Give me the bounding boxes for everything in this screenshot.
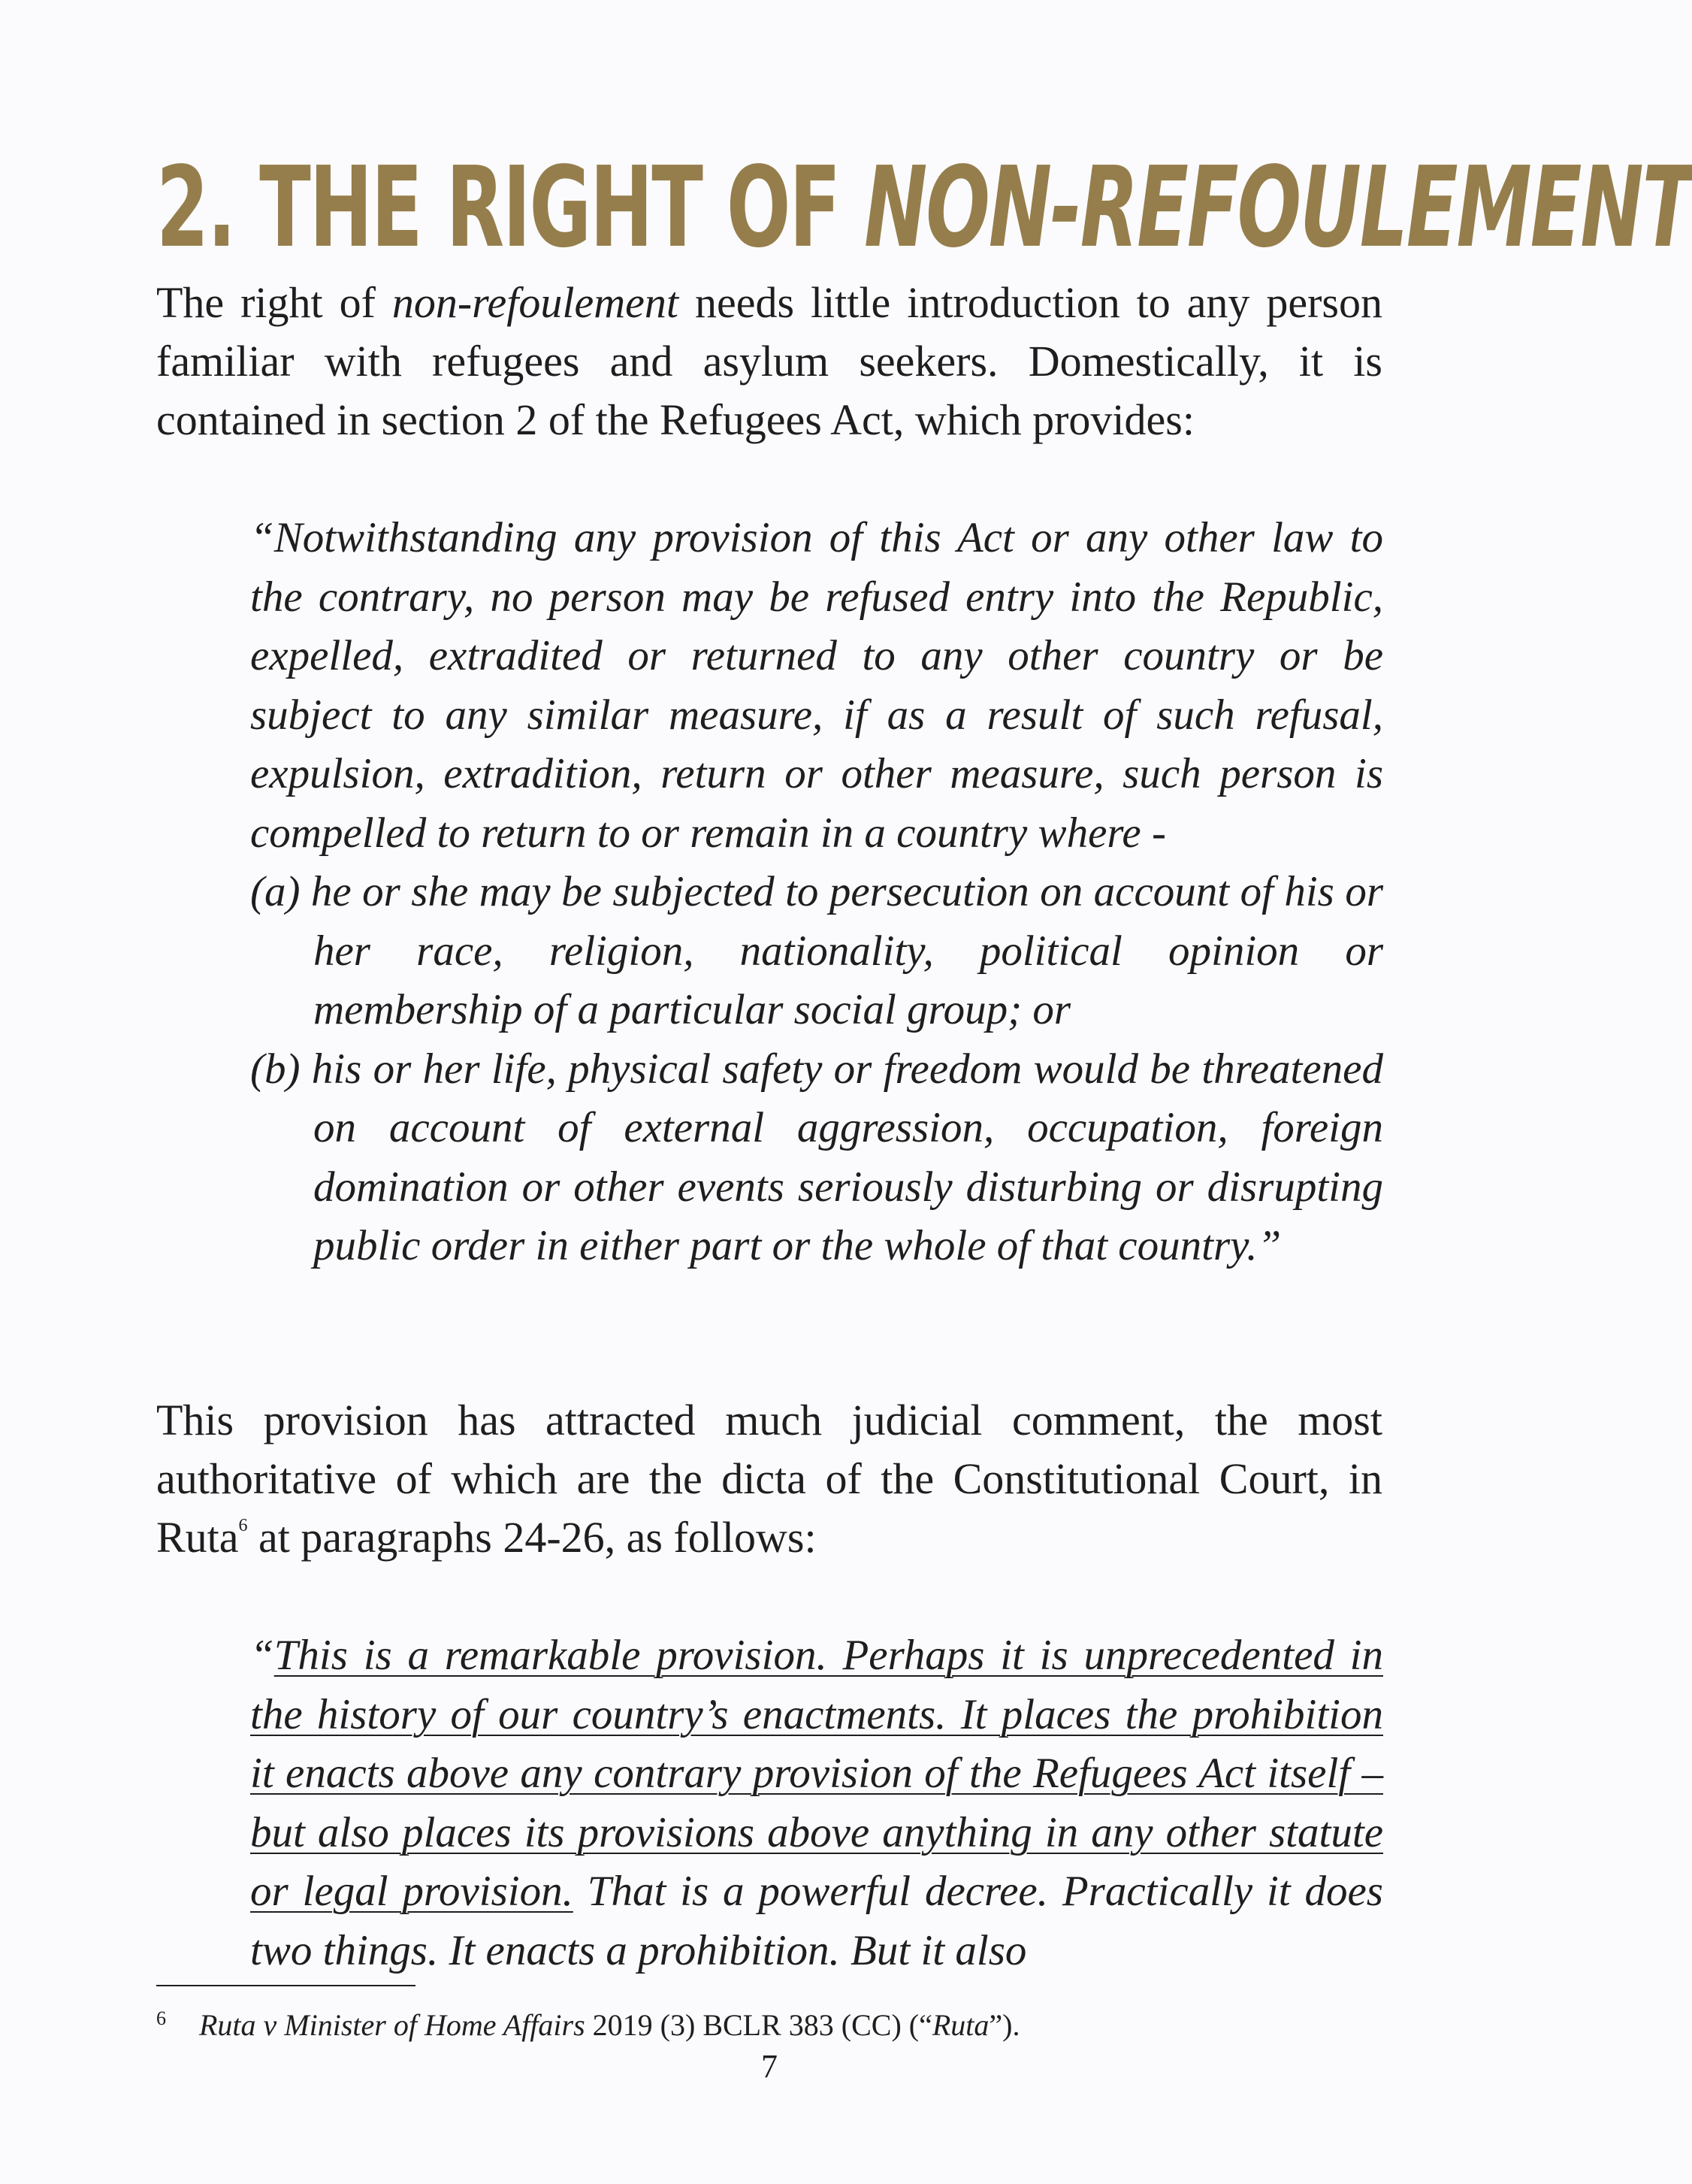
judicial-comment-paragraph bbox=[156, 1391, 1382, 1567]
court-quote-underlined: This is a remarkable provision. Perhaps it is unprecedented in the history of our country’s enactments. It places the prohibition it enacts above any contrary provision of the Refugees Act itself – but also places its provisions above anything in any other statute or legal provision. bbox=[250, 1632, 1383, 1915]
intro-text-rest: needs little introduction to any person familiar with refugees and asylum seekers. Domestically, it is contained in section 2 of the Refugees Act, which provides: bbox=[156, 278, 1382, 444]
footnote-case-name: Ruta v Minister of Home Affairs bbox=[199, 2008, 585, 2042]
footnote-short-name: Ruta bbox=[932, 2008, 990, 2042]
intro-italic-term: non-refoulement bbox=[391, 278, 679, 327]
footnote-number: 6 bbox=[156, 2007, 166, 2029]
court-quote-rest: That is a powerful decree. Practically it does two things. It enacts a prohibition. But it also bbox=[250, 1868, 1383, 1974]
judicial-text-start: This provision has attracted much judicial comment, the most authoritative of which are the dicta of the Constitutional Court, in Ruta bbox=[156, 1396, 1382, 1562]
footnote-end: ”). bbox=[989, 2008, 1020, 2042]
footnote-citation: 2019 (3) BCLR 383 (CC) (“ bbox=[585, 2008, 932, 2042]
intro-paragraph bbox=[156, 274, 1382, 449]
page-number: 7 bbox=[761, 2048, 778, 2085]
statute-item-b: (b) his or her life, physical safety or freedom would be threatened on account of external aggression, occupation, foreign domination or other events seriously disturbing or disrupting public order in either part or the whole of that country.” bbox=[250, 1045, 1383, 1269]
heading-italic-term: NON-REFOULEMENT bbox=[864, 143, 1692, 272]
statute-quote bbox=[250, 509, 1383, 1276]
intro-text-start: The right of bbox=[156, 278, 392, 327]
footnote-divider bbox=[156, 1985, 415, 1986]
heading-prefix: 2. THE RIGHT OF bbox=[156, 143, 865, 272]
court-quote bbox=[250, 1626, 1383, 1980]
statute-quote-lead: “Notwithstanding any provision of this Act or any other law to the contrary, no person may be refused entry into the Republic, expelled, extradited or returned to any other country or be subject to any similar measure, if as a result of such refusal, expulsion, extradition, return or other measure, such person is compelled to return to or remain in a country where - bbox=[250, 514, 1383, 857]
footnote bbox=[156, 1998, 1382, 2046]
section-heading bbox=[156, 143, 1692, 272]
statute-item-a: (a) he or she may be subjected to persecution on account of his or her race, religion, nationality, political opinion or membership of a particular social group; or bbox=[250, 868, 1383, 1033]
court-quote-open-mark: “ bbox=[250, 1632, 274, 1679]
footnote-reference[interactable]: 6 bbox=[238, 1516, 248, 1535]
judicial-text-rest: at paragraphs 24-26, as follows: bbox=[247, 1513, 817, 1562]
